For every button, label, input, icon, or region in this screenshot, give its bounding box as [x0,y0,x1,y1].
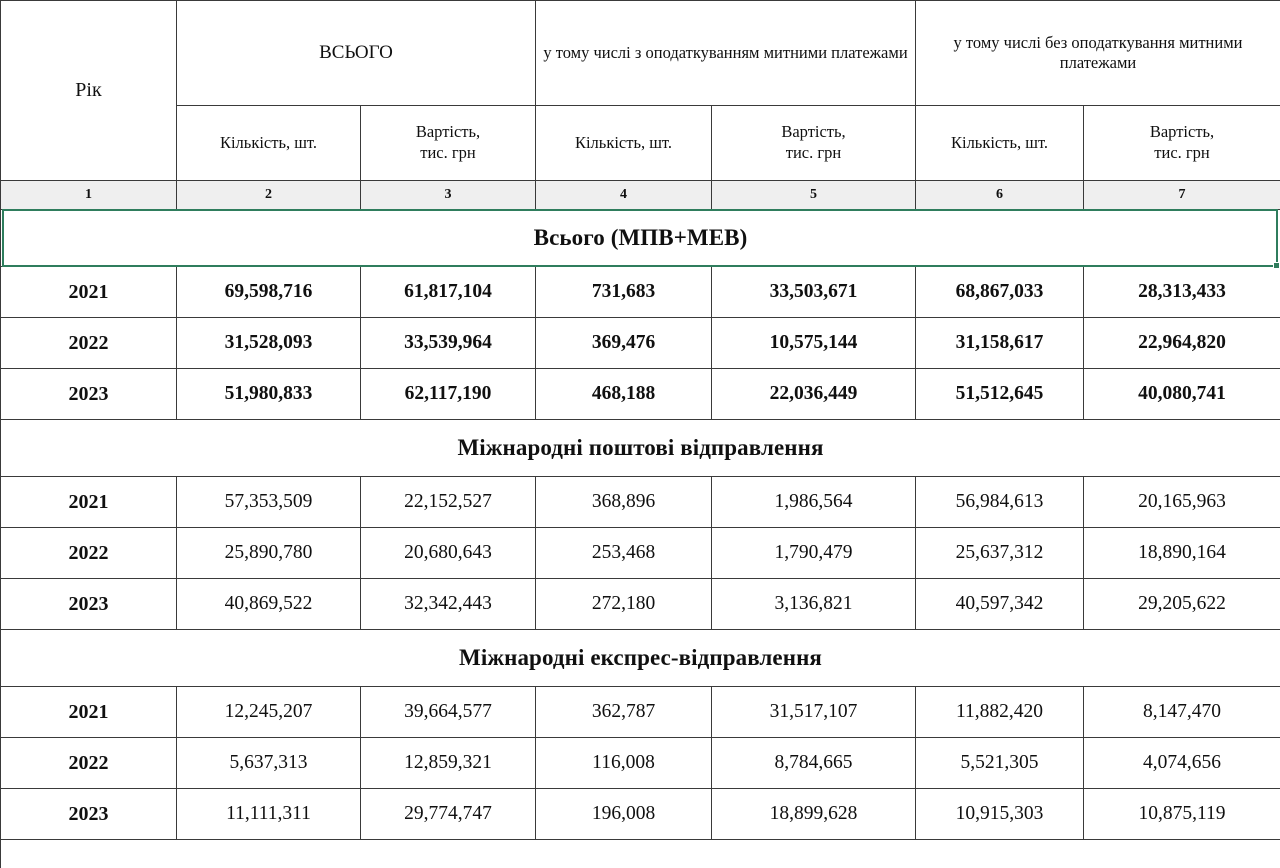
table-row [1,579,1280,630]
cell-value-with-duties: 18,899,628 [712,789,916,840]
row-year: 2021 [1,687,177,738]
header-year: Рік [1,1,177,181]
cell-value-total: 20,680,643 [361,528,536,579]
header-sub-qty-with-duties: Кількість, шт. [536,106,712,181]
header-group-row [1,1,1280,106]
column-number: 5 [712,181,916,210]
column-number: 3 [361,181,536,210]
cell-value-with-duties: 3,136,821 [712,579,916,630]
header-sub-row [1,106,1280,181]
cell-value-total: 39,664,577 [361,687,536,738]
cell-qty-total: 69,598,716 [177,267,361,318]
column-number: 6 [916,181,1084,210]
cell-qty-total: 57,353,509 [177,477,361,528]
section-title: Міжнародні поштові відправлення [1,420,1280,477]
table-row [1,267,1280,318]
section-title-row [1,210,1280,267]
cell-qty-with-duties: 731,683 [536,267,712,318]
table-row [1,369,1280,420]
cell-value-with-duties: 33,503,671 [712,267,916,318]
header-group-with-duties: у тому числі з оподаткуванням митними платежами [536,1,916,106]
cell-value-without-duties: 22,964,820 [1084,318,1280,369]
cell-value-total: 62,117,190 [361,369,536,420]
header-group-total: ВСЬОГО [177,1,536,106]
cell-value-with-duties: 31,517,107 [712,687,916,738]
row-year: 2023 [1,369,177,420]
cell-value-with-duties: 1,790,479 [712,528,916,579]
cell-value-without-duties: 20,165,963 [1084,477,1280,528]
row-year: 2022 [1,528,177,579]
section-title: Всього (МПВ+МЕВ) [1,210,1280,267]
cell-value-total: 61,817,104 [361,267,536,318]
column-number: 2 [177,181,361,210]
cell-value-with-duties: 10,575,144 [712,318,916,369]
cell-qty-without-duties: 51,512,645 [916,369,1084,420]
row-year: 2021 [1,477,177,528]
section-title-row [1,630,1280,687]
cell-value-without-duties: 28,313,433 [1084,267,1280,318]
header-sub-value-total: Вартість, тис. грн [361,106,536,181]
cell-qty-total: 40,869,522 [177,579,361,630]
cell-value-with-duties: 1,986,564 [712,477,916,528]
cell-qty-with-duties: 468,188 [536,369,712,420]
column-number: 7 [1084,181,1280,210]
cell-qty-total: 31,528,093 [177,318,361,369]
table-header [1,1,1280,210]
cell-qty-without-duties: 11,882,420 [916,687,1084,738]
cell-qty-with-duties: 369,476 [536,318,712,369]
cell-value-total: 12,859,321 [361,738,536,789]
cell-value-total: 33,539,964 [361,318,536,369]
section-title: Міжнародні експрес-відправлення [1,630,1280,687]
cell-qty-without-duties: 40,597,342 [916,579,1084,630]
cell-value-with-duties: 8,784,665 [712,738,916,789]
table-row [1,477,1280,528]
column-number: 4 [536,181,712,210]
table-row [1,738,1280,789]
sheet-tail-row [1,840,1280,868]
sheet-tail-cell [1,840,1280,868]
row-year: 2021 [1,267,177,318]
cell-qty-without-duties: 56,984,613 [916,477,1084,528]
cell-value-without-duties: 10,875,119 [1084,789,1280,840]
column-number-row [1,181,1280,210]
header-group-without-duties: у тому числі без оподаткування митними платежами [916,1,1280,106]
cell-value-without-duties: 18,890,164 [1084,528,1280,579]
table-row [1,687,1280,738]
cell-qty-without-duties: 31,158,617 [916,318,1084,369]
cell-value-total: 29,774,747 [361,789,536,840]
cell-qty-total: 5,637,313 [177,738,361,789]
cell-value-without-duties: 8,147,470 [1084,687,1280,738]
cell-qty-without-duties: 10,915,303 [916,789,1084,840]
row-year: 2023 [1,579,177,630]
cell-qty-with-duties: 272,180 [536,579,712,630]
table-row [1,318,1280,369]
cell-qty-with-duties: 196,008 [536,789,712,840]
cell-value-with-duties: 22,036,449 [712,369,916,420]
table-section [1,420,1280,630]
cell-qty-total: 12,245,207 [177,687,361,738]
table-section [1,210,1280,420]
section-title-row [1,420,1280,477]
table-row [1,528,1280,579]
header-sub-value-without-duties: Вартість, тис. грн [1084,106,1280,181]
cell-value-without-duties: 40,080,741 [1084,369,1280,420]
cell-qty-with-duties: 368,896 [536,477,712,528]
table-section [1,630,1280,868]
row-year: 2022 [1,738,177,789]
column-number: 1 [1,181,177,210]
cell-qty-without-duties: 68,867,033 [916,267,1084,318]
cell-qty-without-duties: 25,637,312 [916,528,1084,579]
cell-qty-total: 11,111,311 [177,789,361,840]
cell-value-without-duties: 29,205,622 [1084,579,1280,630]
cell-qty-total: 25,890,780 [177,528,361,579]
cell-value-without-duties: 4,074,656 [1084,738,1280,789]
cell-value-total: 32,342,443 [361,579,536,630]
header-sub-qty-without-duties: Кількість, шт. [916,106,1084,181]
cell-qty-total: 51,980,833 [177,369,361,420]
header-sub-qty-total: Кількість, шт. [177,106,361,181]
cell-qty-with-duties: 253,468 [536,528,712,579]
cell-qty-with-duties: 362,787 [536,687,712,738]
header-sub-value-with-duties: Вартість, тис. грн [712,106,916,181]
row-year: 2022 [1,318,177,369]
row-year: 2023 [1,789,177,840]
cell-value-total: 22,152,527 [361,477,536,528]
table-row [1,789,1280,840]
cell-qty-without-duties: 5,521,305 [916,738,1084,789]
cell-qty-with-duties: 116,008 [536,738,712,789]
